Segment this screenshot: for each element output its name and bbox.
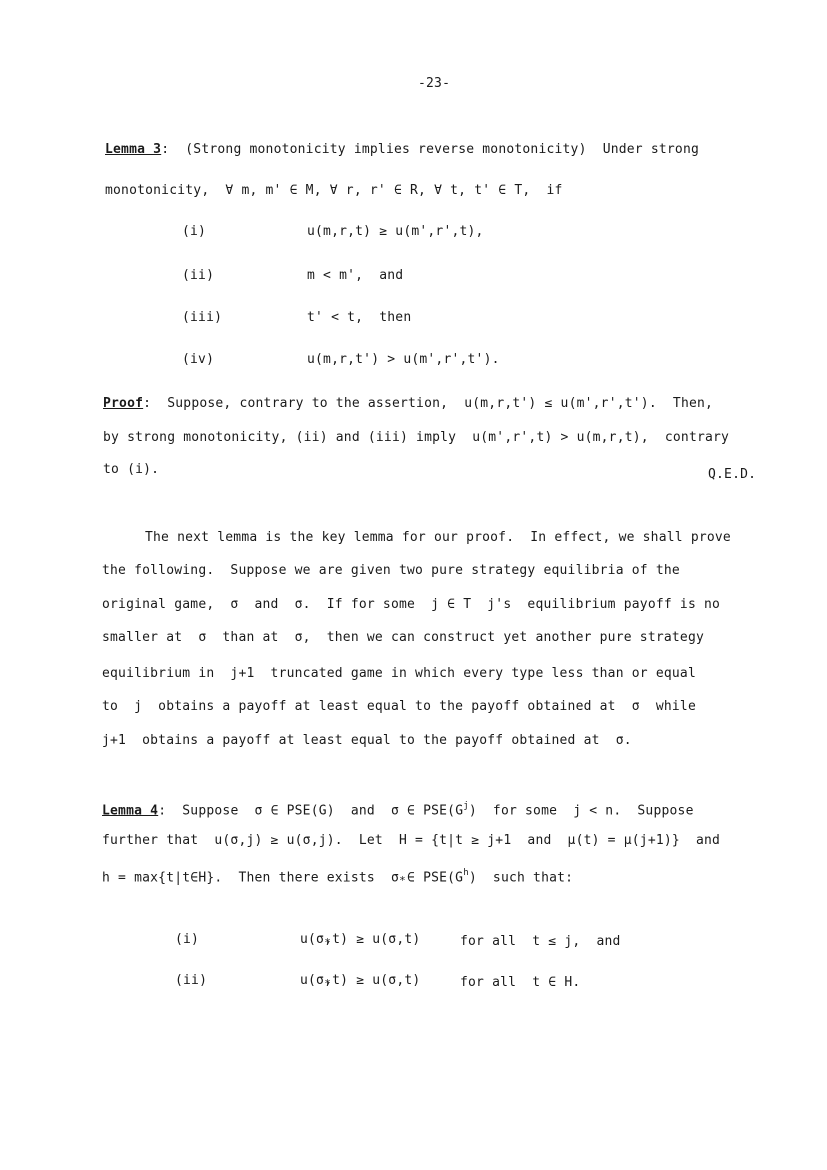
lemma3-cond-num-1: (i)	[182, 224, 207, 239]
lemma4-text-3a: h = max{t|t∈H}. Then there exists σ	[102, 870, 399, 886]
lemma4-cond-expr-1	[300, 932, 420, 948]
lemma4-cond-num-2: (ii)	[175, 973, 208, 988]
paragraph-line-4: smaller at σ than at σ, then we can construct yet another pure strategy	[102, 630, 704, 645]
lemma4-line-3	[102, 866, 573, 886]
lemma4-text-1: Suppose σ ∈ PSE(G) and σ ∈ PSE(G	[182, 803, 464, 819]
proof-line-2: by strong monotonicity, (ii) and (iii) imply u(m',r',t) > u(m,r,t), contrary	[103, 430, 730, 445]
lemma4-cond-expr-2	[300, 973, 420, 989]
lemma4-label: Lemma 4	[102, 803, 159, 819]
lemma3-cond-text-3: t' < t, then	[307, 310, 412, 325]
proof-line-1	[103, 396, 713, 412]
proof-line-3: to (i).	[103, 462, 160, 477]
lemma4-cond-num-1: (i)	[175, 932, 200, 947]
lemma3-colon: :	[161, 142, 170, 157]
lemma3-cond-num-4: (iv)	[182, 352, 215, 367]
qed-mark: Q.E.D.	[708, 467, 757, 482]
lemma4-cond-lhs-2: u(σ	[300, 973, 325, 988]
lemma3-cond-text-2: m < m', and	[307, 268, 404, 283]
proof-label: Proof	[103, 396, 144, 411]
lemma3-cond-text-1: u(m,r,t) ≥ u(m',r',t),	[307, 224, 484, 239]
lemma4-text-3c: ) such that:	[468, 870, 574, 886]
proof-text-1: Suppose, contrary to the assertion, u(m,r,t') ≤ u(m',r',t'). Then,	[167, 396, 714, 411]
page-number: -23-	[418, 76, 451, 91]
lemma4-cond-lhs-1: u(σ	[300, 932, 325, 947]
superscript-h: h	[463, 868, 469, 878]
superscript-j: j	[463, 801, 469, 811]
lemma3-lead1: Under strong	[602, 142, 700, 157]
lemma3-cond-num-2: (ii)	[182, 268, 215, 283]
lemma3-cond-text-4: u(m,r,t') > u(m',r',t').	[307, 352, 500, 367]
lemma4-cond-text-1: for all t ≤ j, and	[460, 934, 621, 949]
proof-colon: :	[143, 396, 152, 411]
lemma4-line-1	[102, 799, 694, 819]
lemma4-cond-rhs-1: ,t) ≥ u(σ,t)	[324, 932, 421, 947]
lemma3-heading-line	[105, 142, 699, 158]
lemma3-title: (Strong monotonicity implies reverse monotonicity)	[185, 142, 587, 157]
paragraph-line-3: original game, σ and σ. If for some j ∈ T j's equilibrium payoff is no	[102, 597, 721, 612]
paragraph-line-2: the following. Suppose we are given two pure strategy equilibria of the	[102, 563, 680, 578]
paragraph-line-6: to j obtains a payoff at least equal to the payoff obtained at σ while	[102, 699, 696, 714]
paragraph-line-5: equilibrium in j+1 truncated game in which every type less than or equal	[102, 666, 696, 681]
lemma3-lead2: monotonicity, ∀ m, m' ∈ M, ∀ r, r' ∈ R, ∀ t, t' ∈ T, if	[105, 183, 563, 198]
paragraph-line-1: The next lemma is the key lemma for our proof. In effect, we shall prove	[145, 530, 731, 545]
lemma3-label: Lemma 3	[105, 142, 162, 157]
lemma4-colon: :	[158, 803, 167, 819]
lemma4-text-3b: ∈ PSE(G	[399, 870, 464, 886]
lemma4-line-2: further that u(σ,j) ≥ u(σ,j). Let H = {t|t ≥ j+1 and μ(t) = μ(j+1)} and	[102, 833, 721, 848]
paragraph-line-7: j+1 obtains a payoff at least equal to the payoff obtained at σ.	[102, 733, 632, 748]
lemma3-cond-num-3: (iii)	[182, 310, 223, 325]
lemma4-cond-rhs-2: ,t) ≥ u(σ,t)	[324, 973, 421, 988]
lemma4-text-1b: ) for some j < n. Suppose	[468, 803, 694, 819]
lemma4-cond-text-2: for all t ∈ H.	[460, 975, 581, 990]
